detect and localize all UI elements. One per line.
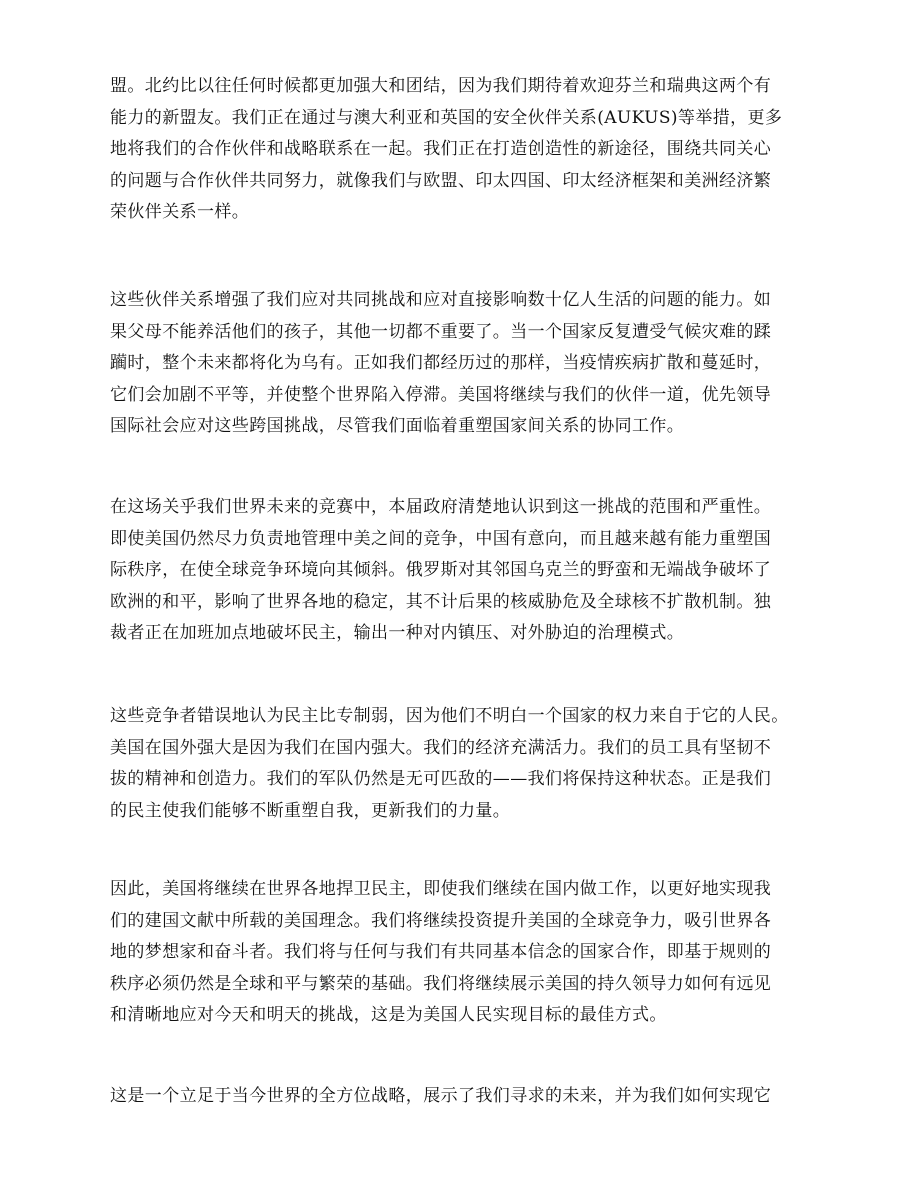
- text-line: 荣伙伴关系一样。: [110, 202, 250, 222]
- text-line: 躏时，整个未来都将化为乌有。正如我们都经历过的那样，当疫情疾病扩散和蔓延时，: [110, 353, 772, 373]
- text-line: 欧洲的和平，影响了世界各地的稳定，其不计后果的核威胁危及全球核不扩散机制。独: [110, 591, 772, 612]
- paragraph-4: [110, 701, 840, 827]
- text-line: 盟。北约比以往任何时候都更加强大和团结，因为我们期待着欢迎芬兰和瑞典这两个有: [110, 76, 772, 96]
- paragraph-2: [110, 285, 840, 443]
- text-line: 这些竞争者错误地认为民主比专制弱，因为他们不明白一个国家的权力来自于它的人民。: [110, 706, 789, 726]
- text-line: 地的梦想家和奋斗者。我们将与任何与我们有共同基本信念的国家合作，即基于规则的: [110, 942, 772, 962]
- text-line: 在这场关乎我们世界未来的竞赛中，本届政府清楚地认识到这一挑战的范围和严重性。: [110, 497, 772, 517]
- paragraph-3: [110, 492, 840, 650]
- text-line: 因此，美国将继续在世界各地捍卫民主，即使我们继续在国内做工作，以更好地实现我: [110, 879, 772, 899]
- text-line: 拔的精神和创造力。我们的军队仍然是无可匹敌的——我们将保持这种状态。正是我们: [110, 769, 772, 789]
- text-line: 国际社会应对这些跨国挑战，尽管我们面临着重塑国家间关系的协同工作。: [110, 416, 685, 436]
- text-line: 的民主使我们能够不断重塑自我，更新我们的力量。: [110, 800, 511, 821]
- text-line: 裁者正在加班加点地破坏民主，输出一种对内镇压、对外胁迫的治理模式。: [110, 623, 685, 643]
- text-line: 的问题与合作伙伴共同努力，就像我们与欧盟、印太四国、印太经济框架和美洲经济繁: [110, 170, 772, 191]
- text-line: 能力的新盟友。我们正在通过与澳大利亚和英国的安全伙伴关系(AUKUS)等举措，更多: [110, 107, 783, 128]
- text-line: 们的建国文献中所载的美国理念。我们将继续投资提升美国的全球竞争力，吸引世界各: [110, 910, 772, 931]
- text-line: 这是一个立足于当今世界的全方位战略，展示了我们寻求的未来，并为我们如何实现它: [110, 1086, 772, 1106]
- text-line: 即使美国仍然尽力负责地管理中美之间的竞争，中国有意向，而且越来越有能力重塑国: [110, 528, 772, 549]
- text-line: 它们会加剧不平等，并使整个世界陷入停滞。美国将继续与我们的伙伴一道，优先领导: [110, 384, 772, 405]
- text-line: 和清晰地应对今天和明天的挑战，这是为美国人民实现目标的最佳方式。: [110, 1005, 667, 1025]
- paragraph-5: [110, 874, 840, 1032]
- text-line: 际秩序，在使全球竞争环境向其倾斜。俄罗斯对其邻国乌克兰的野蛮和无端战争破坏了: [110, 560, 772, 580]
- text-line: 秩序必须仍然是全球和平与繁荣的基础。我们将继续展示美国的持久领导力如何有远见: [110, 973, 772, 994]
- text-line: 果父母不能养活他们的孩子，其他一切都不重要了。当一个国家反复遭受气候灾难的蹂: [110, 321, 772, 342]
- text-line: 这些伙伴关系增强了我们应对共同挑战和应对直接影响数十亿人生活的问题的能力。如: [110, 290, 772, 310]
- text-line: 地将我们的合作伙伴和战略联系在一起。我们正在打造创造性的新途径，围绕共同关心: [110, 139, 772, 159]
- text-line: 美国在国外强大是因为我们在国内强大。我们的经济充满活力。我们的员工具有坚韧不: [110, 737, 772, 758]
- paragraph-1: [110, 71, 840, 229]
- paragraph-6: [110, 1081, 840, 1113]
